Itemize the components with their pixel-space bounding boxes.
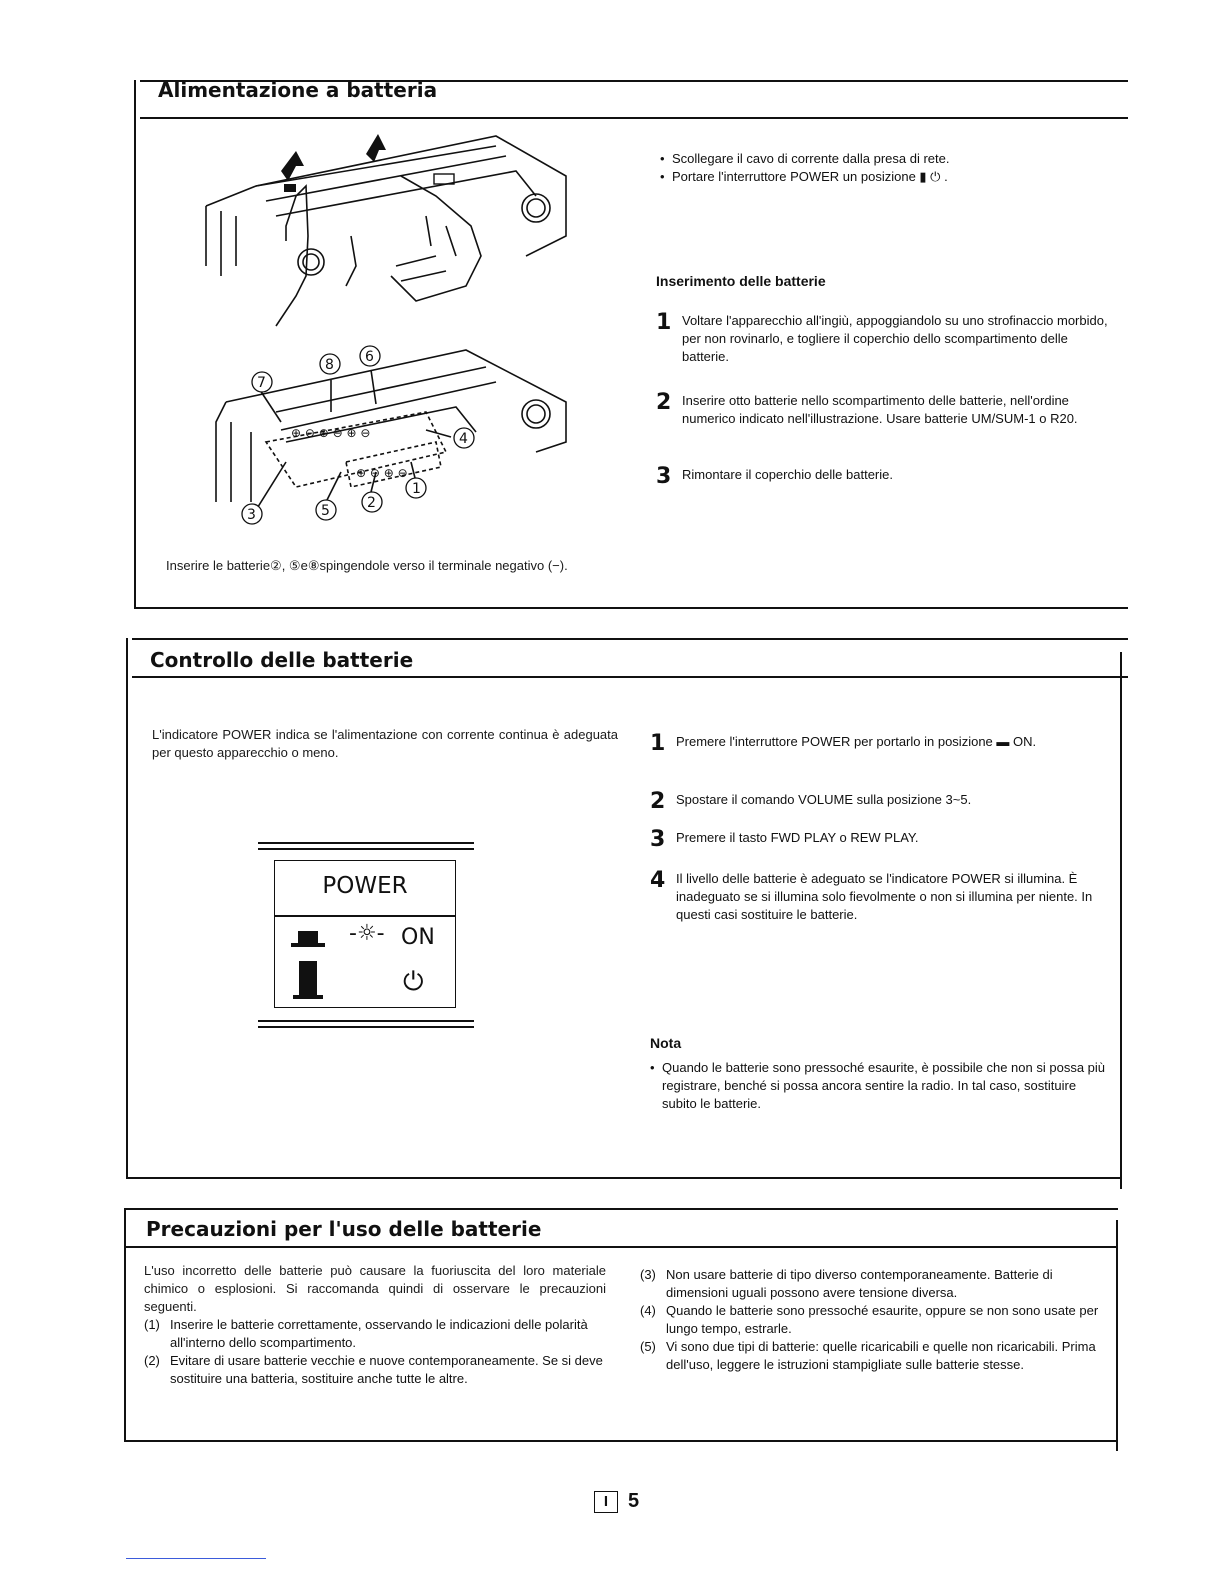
diagram-label-3: 3 — [247, 507, 256, 523]
section2-step-2 — [650, 791, 1110, 813]
battery-compartment-illustration — [196, 342, 576, 532]
section1-title-rule — [140, 117, 1128, 119]
precaution-text: Evitare di usare batterie vecchie e nuove contemporaneamente. Se si deve sostituire una batteria, sostituire anche tutte le altre. — [170, 1353, 603, 1386]
section1-left-border — [134, 80, 136, 608]
section2-bottom-rule — [126, 1177, 1122, 1179]
language-code-badge: I — [594, 1491, 618, 1513]
diagram-label-8: 8 — [325, 357, 334, 373]
power-label: POWER — [322, 873, 408, 899]
precaution-item — [640, 1302, 1100, 1338]
precaution-text: Quando le batterie sono pressoché esaurite, oppure se non sono usate per lungo tempo, estrarle. — [666, 1303, 1099, 1336]
battery-cover-removal-illustration — [196, 126, 576, 336]
battery-insertion-caption: Inserire le batterie②, ⑤e⑧spingendole verso il terminale negativo (−). — [166, 558, 568, 573]
section2-top-rule — [132, 638, 1128, 640]
section2-title-rule — [132, 676, 1128, 678]
panel-rule-top-a — [258, 842, 474, 844]
precautions-left-column — [144, 1262, 606, 1388]
section1-step-3 — [656, 466, 1116, 488]
step-number: 4 — [650, 868, 666, 893]
section1-step-2 — [656, 392, 1116, 428]
section3-top-rule — [126, 1208, 1118, 1210]
precaution-text: Vi sono due tipi di batterie: quelle ricaricabili e quelle non ricaricabili. Prima dell'uso, leggere le istruzioni stampigliate sulle batterie stesse. — [666, 1339, 1096, 1372]
diagram-label-1: 1 — [412, 481, 421, 497]
precaution-item — [144, 1316, 606, 1352]
section1-bottom-rule — [134, 607, 1128, 609]
step-number: 3 — [656, 464, 672, 489]
panel-rule-top-b — [258, 848, 474, 850]
precaution-item — [640, 1338, 1100, 1374]
power-indicator-intro: L'indicatore POWER indica se l'alimentazione con corrente continua è adeguata per questo apparecchio o meno. — [152, 727, 618, 760]
diagram-label-5: 5 — [321, 503, 330, 519]
precaution-number: (3) — [640, 1267, 656, 1282]
step-text: Rimontare il coperchio delle batterie. — [682, 467, 893, 482]
power-indicator-panel — [274, 860, 456, 1008]
panel-divider — [275, 915, 455, 917]
diagram-label-6: 6 — [365, 349, 374, 365]
step-text: Il livello delle batterie è adeguato se l'indicatore POWER si illumina. È inadeguato se si illumina solo fievolmente o non si illumina per niente. In questi casi sostituire le batterie. — [676, 871, 1093, 922]
section3-title-rule — [126, 1246, 1118, 1248]
section2-step-3 — [650, 829, 1110, 851]
step-number: 1 — [650, 731, 666, 756]
section2-step-4 — [650, 870, 1110, 924]
precautions-intro: L'uso incorretto delle batterie può causare la fuoriuscita del loro materiale chimico o esplosioni. Si raccomanda quindi di osservare le precauzioni seguenti. — [144, 1263, 606, 1314]
svg-text:⊕ ⊖ ⊕ ⊖ ⊕ ⊖: ⊕ ⊖ ⊕ ⊖ ⊕ ⊖ — [291, 426, 371, 440]
section2-left-border — [126, 638, 128, 1178]
panel-rule-bottom-b — [258, 1026, 474, 1028]
precaution-number: (4) — [640, 1303, 656, 1318]
diagram-label-4: 4 — [459, 431, 468, 447]
precaution-item — [640, 1266, 1100, 1302]
diagram-label-2: 2 — [367, 495, 376, 511]
section2-right-border — [1120, 652, 1122, 1189]
page-footer — [594, 1490, 639, 1513]
precaution-item — [144, 1352, 606, 1388]
step-text: Premere il tasto FWD PLAY o REW PLAY. — [676, 830, 919, 845]
battery-insertion-subheading: Inserimento delle batterie — [656, 273, 826, 289]
step-text: Inserire otto batterie nello scompartimento delle batterie, nell'ordine numerico indicato nell'illustrazione. Usare batterie UM/SUM-1 o R20. — [682, 393, 1078, 426]
section3-right-border — [1116, 1220, 1118, 1451]
section1-title: Alimentazione a batteria — [158, 78, 438, 102]
light-icon: -☼- — [349, 921, 385, 946]
section1-step-1 — [656, 312, 1116, 366]
step-number: 1 — [656, 310, 672, 335]
step-number: 3 — [650, 827, 666, 852]
precaution-text: Inserire le batterie correttamente, osservando le indicazioni delle polarità all'interno dello scompartimento. — [170, 1317, 588, 1350]
section1-bullets — [660, 150, 1100, 186]
step-number: 2 — [656, 390, 672, 415]
svg-text:⊕ ⊖ ⊕ ⊖: ⊕ ⊖ ⊕ ⊖ — [356, 466, 408, 480]
step-number: 2 — [650, 789, 666, 814]
footer-link-rule — [126, 1558, 266, 1559]
nota-list — [650, 1059, 1106, 1113]
step-text: Premere l'interruttore POWER per portarlo in posizione ▬ ON. — [676, 734, 1037, 749]
section2-step-1 — [650, 733, 1110, 755]
page-number: 5 — [628, 1490, 640, 1512]
bullet-power-off: • Portare l'interruttore POWER un posizione ▮ ⏻ . — [660, 168, 1100, 186]
bullet-unplug: • Scollegare il cavo di corrente dalla presa di rete. — [660, 150, 1100, 168]
precaution-number: (2) — [144, 1353, 160, 1368]
precautions-right-column — [640, 1266, 1100, 1374]
on-label: ON — [401, 925, 435, 950]
precaution-number: (5) — [640, 1339, 656, 1354]
diagram-label-7: 7 — [257, 375, 266, 391]
precaution-text: Non usare batterie di tipo diverso contemporaneamente. Batterie di dimensioni uguali possono avere tensione diversa. — [666, 1267, 1053, 1300]
switch-off-position-icon — [293, 961, 323, 999]
step-text: Spostare il comando VOLUME sulla posizione 3~5. — [676, 792, 972, 807]
standby-icon: ⏻ — [403, 967, 424, 997]
section2-title: Controllo delle batterie — [150, 648, 414, 672]
precaution-number: (1) — [144, 1317, 160, 1332]
step-text: Voltare l'apparecchio all'ingiù, appoggiandolo su uno strofinaccio morbido, per non rovinarlo, e togliere il coperchio dello scompartimento delle batterie. — [682, 313, 1108, 364]
section3-bottom-rule — [124, 1440, 1118, 1442]
section3-title: Precauzioni per l'uso delle batterie — [146, 1217, 542, 1241]
nota-text: • Quando le batterie sono pressoché esaurite, è possibile che non si possa più registrare, benché si possa ancora sentire la radio. In tal caso, sostituire subito le batterie. — [650, 1059, 1106, 1113]
nota-heading: Nota — [650, 1035, 682, 1051]
section3-left-border — [124, 1208, 126, 1442]
panel-rule-bottom-a — [258, 1020, 474, 1022]
switch-on-position-icon — [291, 929, 325, 949]
